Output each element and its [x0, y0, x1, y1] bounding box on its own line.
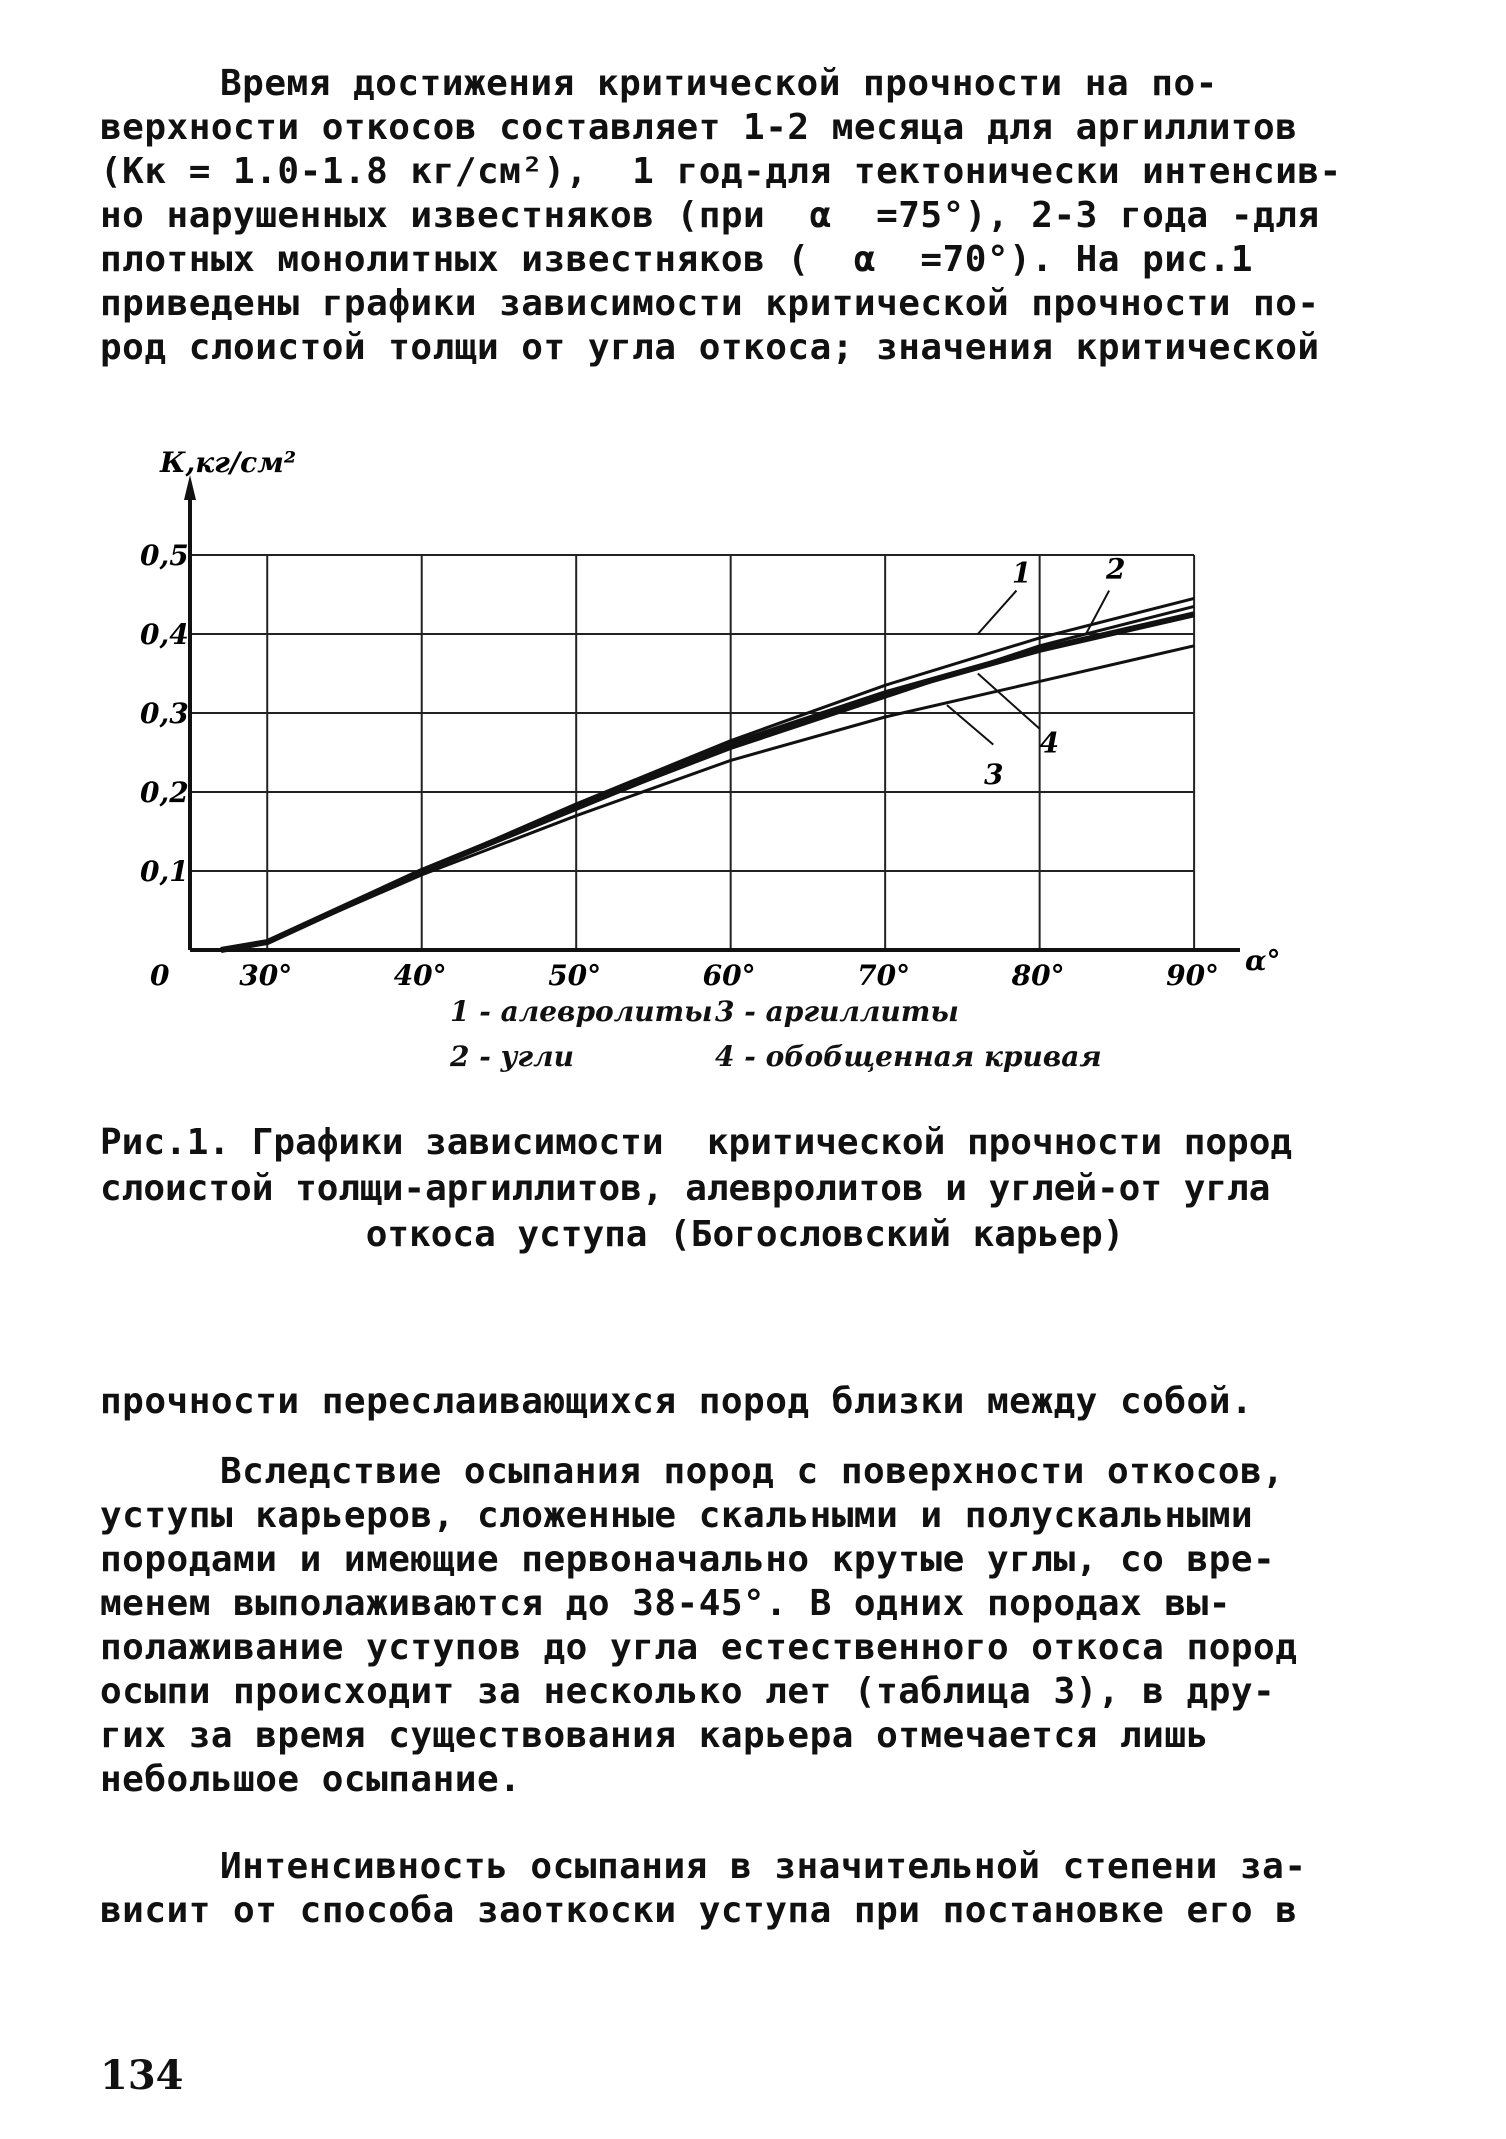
- paragraph-3: [100, 1450, 1380, 1802]
- x-tick-label: 30°: [239, 959, 293, 992]
- chart-svg: [140, 420, 1340, 1060]
- text-line: Время достижения критической прочности на по-: [220, 63, 1218, 104]
- curve-leader-3: [947, 705, 993, 745]
- y-tick-label: 0,1: [140, 855, 189, 888]
- legend-item-3: 3 - аргиллиты: [715, 995, 959, 1028]
- paragraph-2: [100, 1380, 1380, 1424]
- legend-item-2: 2 - угли: [450, 1040, 574, 1073]
- text-line: Вследствие осыпания пород с поверхности откосов,: [220, 1451, 1285, 1492]
- y-axis-title: К,кг/см²: [160, 446, 297, 479]
- legend-item-4: 4 - обобщенная кривая: [715, 1040, 1102, 1073]
- text-line: но нарушенных известняков (при α =75°), 2-3 года -для: [100, 195, 1320, 236]
- text-line: род слоистой толщи от угла откоса; значения критической: [100, 327, 1320, 368]
- x-tick-label: 60°: [702, 959, 756, 992]
- text-line: (Кк = 1.0-1.8 кг/см²), 1 год-для тектонически интенсив-: [100, 151, 1342, 192]
- curve-label-4: 4: [1039, 726, 1060, 760]
- text-line: Интенсивность осыпания в значительной степени за-: [220, 1846, 1307, 1887]
- caption-line: откоса уступа (Богословский карьер): [365, 1214, 1125, 1255]
- x-tick-label: 70°: [857, 959, 911, 992]
- paragraph-4: [100, 1845, 1380, 1933]
- text-line: породами и имеющие первоначально крутые углы, со вре-: [100, 1539, 1276, 1580]
- curve-label-1: 1: [1011, 556, 1032, 590]
- y-tick-label: 0,3: [140, 697, 189, 730]
- text-line: плотных монолитных известняков ( α =70°). На рис.1: [100, 239, 1254, 280]
- text-line: уступы карьеров, сложенные скальными и полускальными: [100, 1495, 1254, 1536]
- origin-label: 0: [150, 959, 170, 992]
- text-line: гих за время существования карьера отмечается лишь: [100, 1715, 1209, 1756]
- text-line: небольшое осыпание.: [100, 1759, 522, 1800]
- y-tick-label: 0,5: [140, 539, 189, 572]
- x-tick-label: 80°: [1011, 959, 1065, 992]
- text-line: верхности откосов составляет 1-2 месяца для аргиллитов: [100, 107, 1298, 148]
- series-line-3: [221, 646, 1194, 950]
- text-line: осыпи происходит за несколько лет (таблица 3), в дру-: [100, 1671, 1276, 1712]
- x-tick-label: 90°: [1166, 959, 1220, 992]
- y-tick-label: 0,4: [140, 618, 189, 651]
- paragraph-1: [100, 62, 1380, 370]
- text-line: приведены графики зависимости критической прочности по-: [100, 283, 1320, 324]
- text-line: висит от способа заоткоски уступа при постановке его в: [100, 1890, 1298, 1931]
- x-tick-label: 40°: [393, 959, 447, 992]
- text-line: прочности переслаивающихся пород близки между собой.: [100, 1381, 1254, 1422]
- x-axis-title: α°: [1245, 944, 1281, 977]
- caption-line: Рис.1. Графики зависимости критической прочности пород: [100, 1122, 1293, 1163]
- curve-leader-4: [978, 674, 1040, 729]
- curve-label-2: 2: [1106, 552, 1126, 586]
- figure-caption: [100, 1120, 1390, 1258]
- text-line: менем выполаживаются до 38-45°. В одних породах вы-: [100, 1583, 1231, 1624]
- caption-line: слоистой толщи-аргиллитов, алевролитов и углей-от угла: [100, 1168, 1271, 1209]
- text-line: полаживание уступов до угла естественного откоса пород: [100, 1627, 1298, 1668]
- figure-chart: [140, 420, 1340, 1073]
- page-number: 134: [100, 2052, 184, 2099]
- legend-item-1: 1 - алевролиты: [450, 995, 713, 1028]
- y-tick-label: 0,2: [140, 776, 189, 809]
- curve-leader-1: [978, 591, 1017, 634]
- x-tick-label: 50°: [548, 959, 602, 992]
- curve-label-3: 3: [984, 758, 1004, 792]
